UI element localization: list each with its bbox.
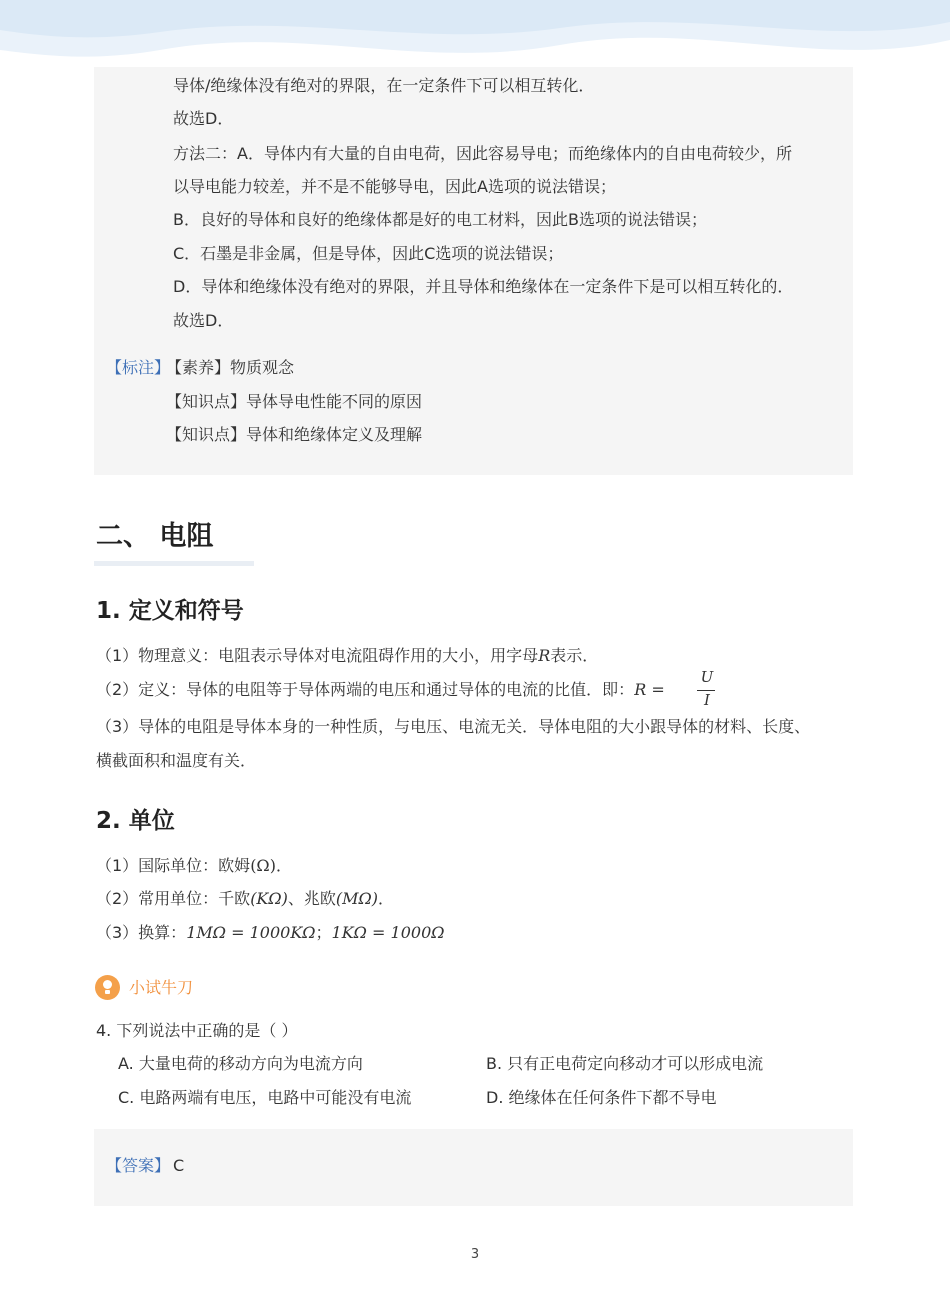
resistance-symbol: R — [538, 646, 551, 665]
formula-lhs: R = — [634, 680, 665, 699]
conversion-equation-2: 1KΩ = 1000Ω — [331, 923, 445, 942]
subsection-title-unit: 2. 单位 — [96, 808, 175, 834]
option-a[interactable]: A. 大量电荷的移动方向为电流方向 — [118, 1054, 363, 1073]
definition-line-1-end: 表示． — [550, 646, 599, 665]
definition-line-2 — [96, 679, 665, 701]
unit-line-2-end: ． — [378, 889, 395, 908]
definition-line-1 — [96, 645, 598, 667]
definition-line-3: （3）导体的电阻是导体本身的一种性质，与电压、电流无关．导体电阻的大小跟导体的材料、长度、 — [96, 717, 811, 736]
explanation-line-8: 故选D． — [173, 311, 234, 330]
conversion-equation-1: 1MΩ = 1000KΩ — [186, 923, 316, 942]
note-line-1: 【素养】物质观念 — [166, 358, 295, 377]
unit-line-3-text: （3）换算： — [96, 923, 187, 942]
explanation-line-2: 故选D． — [173, 109, 234, 128]
definition-line-1-text: （1）物理意义：电阻表示导体对电流阻碍作用的大小，用字母 — [96, 646, 539, 665]
unit-line-3 — [96, 922, 445, 944]
unit-line-2 — [96, 888, 394, 910]
unit-line-2-text: （2）常用单位：千欧 — [96, 889, 251, 908]
practice-title: 小试牛刀 — [129, 978, 194, 997]
definition-line-4: 横截面积和温度有关． — [96, 751, 257, 770]
answer-box — [94, 1129, 853, 1206]
explanation-line-6: C．石墨是非金属，但是导体，因此C选项的说法错误； — [173, 244, 564, 263]
option-d[interactable]: D. 绝缘体在任何条件下都不导电 — [486, 1088, 717, 1107]
section-title-underline — [94, 561, 254, 566]
option-c[interactable]: C. 电路两端有电压，电路中可能没有电流 — [118, 1088, 412, 1107]
unit-line-1-text: （1）国际单位：欧姆 — [96, 856, 251, 875]
note-line-3: 【知识点】导体和绝缘体定义及理解 — [166, 425, 423, 444]
megaohm-symbol: (MΩ) — [335, 889, 379, 908]
conversion-separator: ； — [315, 923, 332, 942]
explanation-line-4: 以导电能力较差，并不是不能够导电，因此A选项的说法错误； — [173, 177, 616, 196]
option-b[interactable]: B. 只有正电荷定向移动才可以形成电流 — [486, 1054, 764, 1073]
fraction-denominator: I — [704, 691, 710, 709]
note-tag: 【标注】 — [106, 358, 171, 377]
question-text: 4. 下列说法中正确的是（ ） — [96, 1021, 298, 1040]
explanation-line-1: 导体/绝缘体没有绝对的界限，在一定条件下可以相互转化． — [173, 76, 595, 95]
unit-line-1 — [96, 855, 292, 877]
lightbulb-icon — [95, 975, 120, 1000]
explanation-line-7: D．导体和绝缘体没有绝对的界限，并且导体和绝缘体在一定条件下是可以相互转化的． — [173, 277, 794, 296]
explanation-line-5: B．良好的导体和良好的绝缘体都是好的电工材料，因此B选项的说法错误； — [173, 210, 707, 229]
answer-value: C — [173, 1156, 185, 1175]
fraction-numerator: U — [700, 668, 714, 686]
definition-line-2-text: （2）定义：导体的电阻等于导体两端的电压和通过导体的电流的比值．即： — [96, 680, 635, 699]
subsection-title-definition: 1. 定义和符号 — [96, 598, 244, 624]
answer-tag: 【答案】 — [106, 1156, 171, 1175]
kiloohm-symbol: (KΩ) — [250, 889, 288, 908]
page-number: 3 — [470, 1247, 480, 1262]
unit-line-2-mid: 、兆欧 — [287, 889, 336, 908]
explanation-line-3: 方法二：A．导体内有大量的自由电荷，因此容易导电；而绝缘体内的自由电荷较少，所 — [173, 144, 792, 163]
note-line-2: 【知识点】导体导电性能不同的原因 — [166, 392, 423, 411]
unit-line-1-end: ． — [275, 856, 292, 875]
formula-fraction — [696, 668, 718, 712]
ohm-symbol: (Ω) — [250, 856, 276, 875]
header-wave-decoration — [0, 0, 950, 70]
section-title: 二、 电阻 — [96, 521, 214, 552]
